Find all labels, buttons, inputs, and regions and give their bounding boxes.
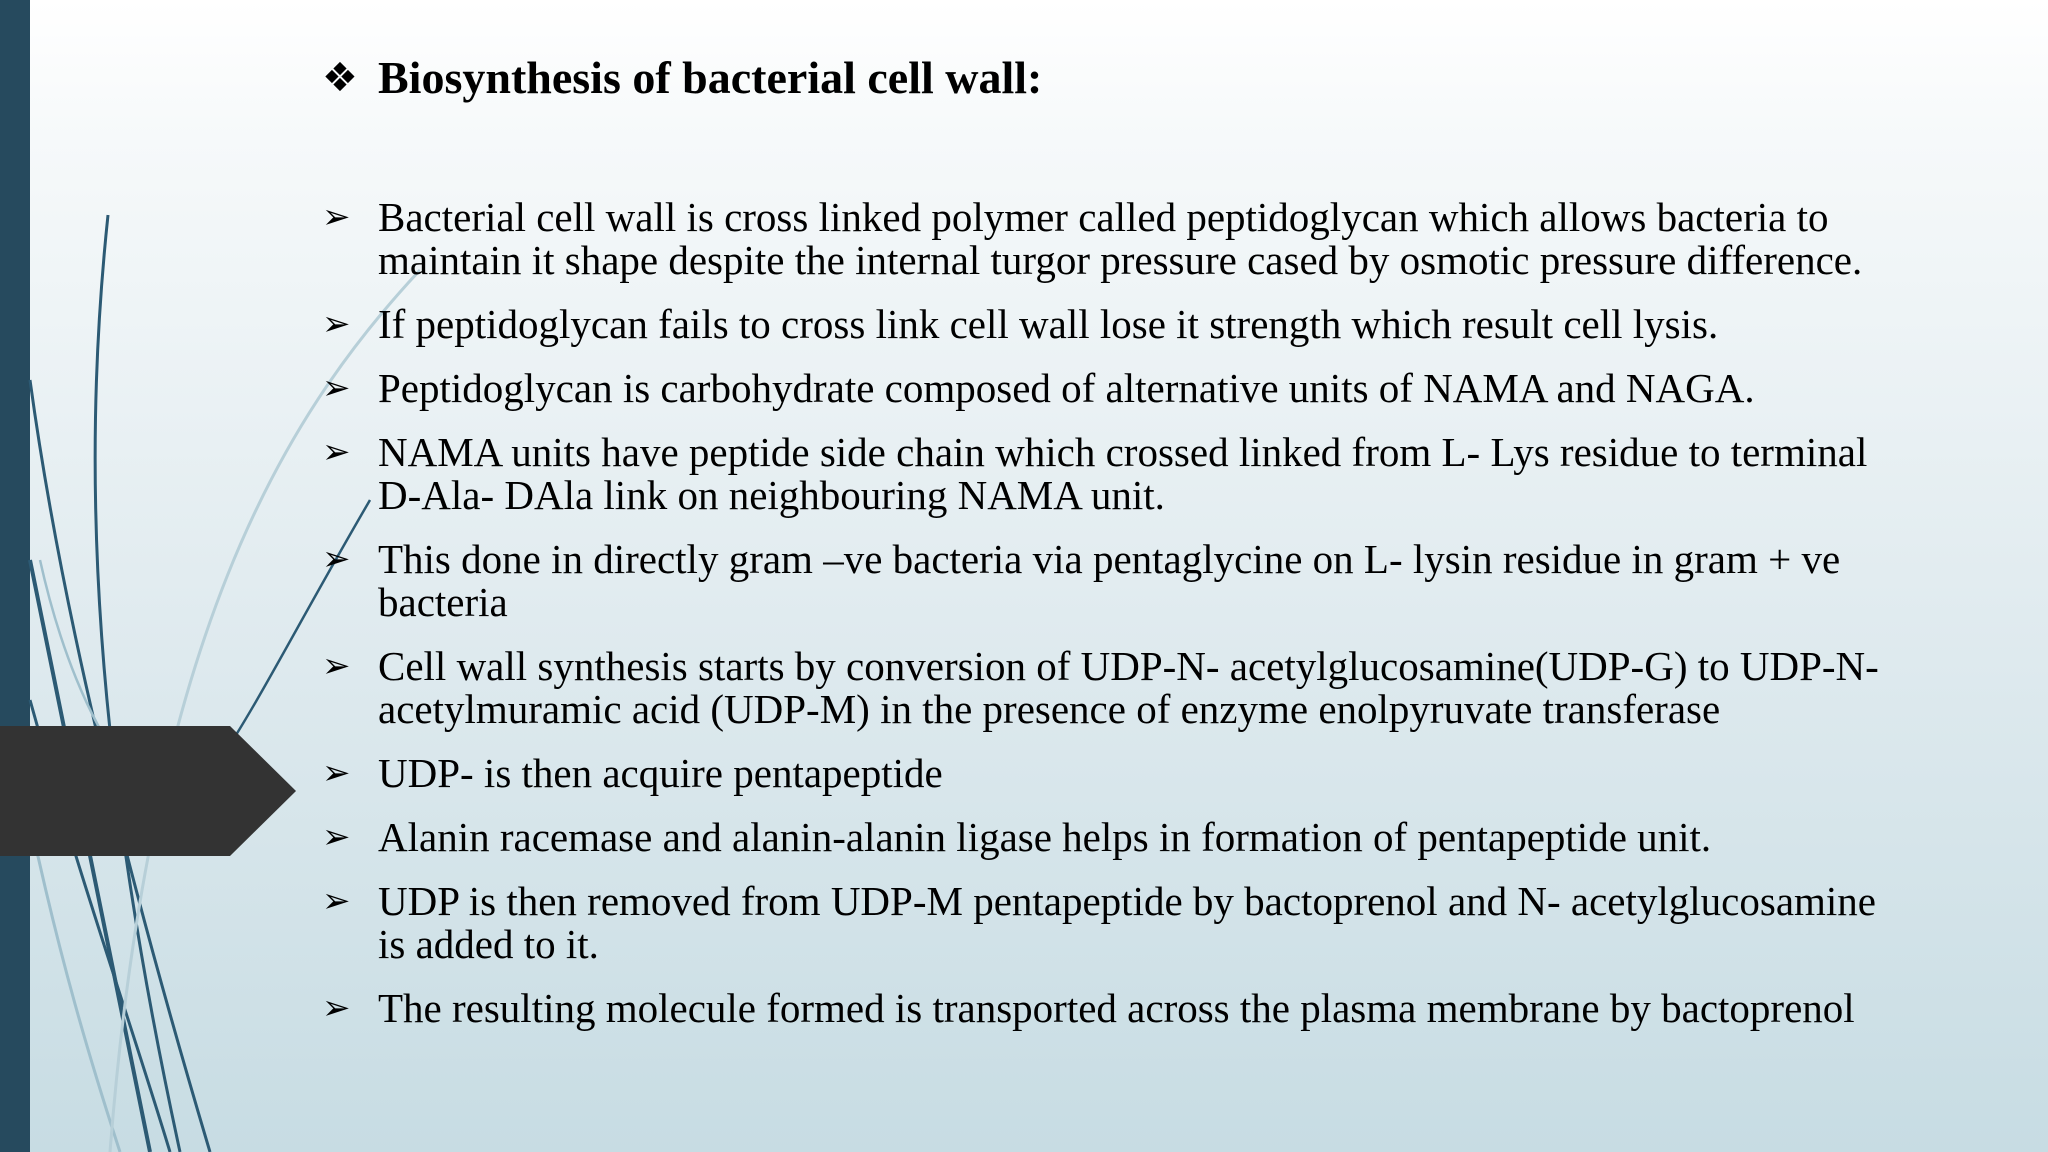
list-item xyxy=(322,538,2032,624)
list-item xyxy=(322,880,2032,966)
arrow-bullet-icon: ➢ xyxy=(322,539,351,579)
list-item xyxy=(322,367,2032,410)
arrow-bullet-icon: ➢ xyxy=(322,368,351,408)
list-item xyxy=(322,645,2032,731)
slide-title xyxy=(322,50,1042,105)
arrow-bullet-icon: ➢ xyxy=(322,881,351,921)
list-item xyxy=(322,816,2032,859)
arrow-bullet-icon: ➢ xyxy=(322,197,351,237)
list-item-text: The resulting molecule formed is transported across the plasma membrane by bactoprenol xyxy=(378,985,1855,1031)
list-item xyxy=(322,431,2032,517)
list-item-text: Cell wall synthesis starts by conversion of UDP-N- acetylglucosamine(UDP-G) to UDP-N- acetylmuramic acid (UDP-M) in the presence of enzyme enolpyruvate transferase xyxy=(378,643,1879,732)
arrow-bullet-icon: ➢ xyxy=(322,753,351,793)
list-item-text: UDP- is then acquire pentapeptide xyxy=(378,750,943,796)
list-item-text: If peptidoglycan fails to cross link cell wall lose it strength which result cell lysis. xyxy=(378,301,1719,347)
list-item-text: UDP is then removed from UDP-M pentapeptide by bactoprenol and N- acetylglucosamine is added to it. xyxy=(378,878,1877,967)
arrow-bullet-icon: ➢ xyxy=(322,304,351,344)
list-item-text: NAMA units have peptide side chain which crossed linked from L- Lys residue to terminal D-Ala- DAla link on neighbouring NAMA unit. xyxy=(378,429,1868,518)
arrow-tab-shape xyxy=(0,726,296,856)
list-item xyxy=(322,752,2032,795)
list-item-text: Bacterial cell wall is cross linked polymer called peptidoglycan which allows bacteria to maintain it shape despite the internal turgor pressure cased by osmotic pressure difference. xyxy=(378,194,1863,283)
list-item xyxy=(322,303,2032,346)
list-item xyxy=(322,987,2032,1030)
list-item-text: Peptidoglycan is carbohydrate composed of alternative units of NAMA and NAGA. xyxy=(378,365,1755,411)
arrow-bullet-icon: ➢ xyxy=(322,817,351,857)
arrow-bullet-icon: ➢ xyxy=(322,646,351,686)
list-item-text: Alanin racemase and alanin-alanin ligase helps in formation of pentapeptide unit. xyxy=(378,814,1712,860)
diamond-bullet-icon: ❖ xyxy=(322,54,358,101)
bullet-list xyxy=(322,196,2032,1051)
slide-title-text: Biosynthesis of bacterial cell wall: xyxy=(378,52,1043,103)
arrow-bullet-icon: ➢ xyxy=(322,988,351,1028)
list-item xyxy=(322,196,2032,282)
arrow-bullet-icon: ➢ xyxy=(322,432,351,472)
list-item-text: This done in directly gram –ve bacteria via pentaglycine on L- lysin residue in gram + ve bacteria xyxy=(378,536,1841,625)
